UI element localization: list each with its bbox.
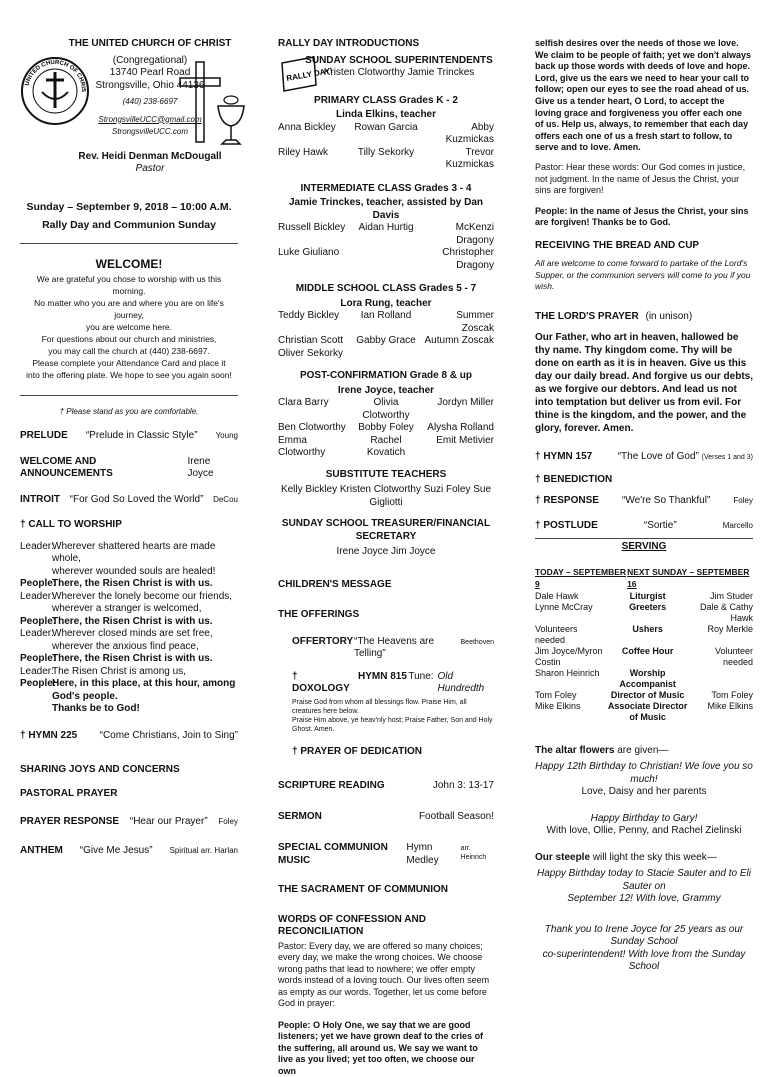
pastor-name: Rev. Heidi Denman McDougall (60, 151, 240, 164)
serving-today-name: Lynne McCray (535, 602, 608, 624)
primary-heading: PRIMARY CLASS Grades K - 2 (278, 95, 494, 108)
confession-pastor: Pastor: Every day, we are offered so many choices; every day, we make the wrong choices. We choose wrong paths that lead to nowhere; we offer empty words instead of a loving touch. Our lives often seem as empty as our words. Together, let us come before God in prayer: (278, 941, 494, 1010)
serving-next-name: Dale & Cathy Hawk (688, 602, 753, 624)
litany-line (20, 578, 238, 591)
hymn157-title: “The Love of God” (618, 451, 699, 462)
serving-today-name: Jim Joyce/Myron Costin (535, 646, 608, 668)
serving-role: Liturgist (608, 591, 688, 602)
litany-speaker: People: (20, 678, 52, 703)
serving-today-heading: TODAY – SEPTEMBER 9 (535, 566, 627, 591)
litany-line (20, 541, 238, 566)
student-name: Autumn Zoscak (422, 335, 494, 348)
litany (20, 541, 238, 716)
stand-note: † Please stand as you are comfortable. (20, 406, 238, 419)
postlude-composer: Marcello (723, 520, 753, 533)
litany-text: There, the Risen Christ is with us. (52, 653, 238, 666)
litany-speaker: Leader: (20, 628, 52, 641)
gary-line: Happy Birthday to Gary! (535, 813, 753, 826)
anthem-composer: Spiritual arr. Harlan (170, 845, 238, 858)
serving-today-name: Tom Foley (535, 690, 608, 701)
doxology-label: † DOXOLOGY (292, 671, 358, 696)
introit-composer: DeCou (213, 494, 238, 507)
litany-speaker (20, 703, 52, 716)
flowers-line: Love, Daisy and her parents (535, 786, 753, 799)
flowers-rest: are given— (614, 745, 668, 756)
flowers-line: Happy 12th Birthday to Christian! We love you so much! (535, 761, 753, 786)
litany-speaker: People: (20, 616, 52, 629)
litany-text: wherever wounded souls are healed! (52, 566, 238, 579)
hymn225-title: “Come Christians, Join to Sing” (100, 730, 238, 743)
student-name (422, 348, 494, 361)
dedication-label: † PRAYER OF DEDICATION (278, 746, 494, 759)
primary-teacher: Linda Elkins, teacher (278, 109, 494, 122)
special-music-title: Hymn Medley (406, 842, 460, 867)
litany-speaker: Leader: (20, 591, 52, 604)
student-name: Ian Rolland (350, 310, 422, 335)
serving-next-name: Tom Foley (688, 690, 753, 701)
lords-prayer-text: Our Father, who art in heaven, hallowed be thy name. Thy kingdom come. Thy will be done on earth as it is in heaven. Give us this day our daily bread. And forgive us our debts, as we forgive our debtors. And lead us not into temptation but deliver us from evil. For thine is the kingdom, and the power, and the glory, forever. Amen. (535, 331, 753, 435)
pastor-assurance: Pastor: Hear these words: Our God comes in justice, not judgment. In the name of Jesus the Christ, your sins are forgiven! (535, 162, 753, 197)
serving-next-name: Roy Merkle (688, 624, 753, 646)
post-confirmation-heading: POST-CONFIRMATION Grade 8 & up (278, 370, 494, 383)
litany-line (20, 653, 238, 666)
call-to-worship-label: † CALL TO WORSHIP (20, 519, 238, 532)
welcome-announcements-name: Irene Joyce (188, 456, 239, 481)
postlude-title: “Sortie” (644, 520, 677, 533)
special-music-label: SPECIAL COMMUNION MUSIC (278, 842, 406, 867)
substitutes-names: Kelly Bickley Kristen Clotworthy Suzi Foley Sue Gigliotti (278, 484, 494, 509)
steeple-rest: will light the sky this week— (590, 852, 717, 863)
receiving-note: All are welcome to come forward to partake of the Lord's Supper, or the communion servers will come to you if you wish. (535, 258, 753, 293)
student-name: Summer Zoscak (422, 310, 494, 335)
post-confirmation-teacher: Irene Joyce, teacher (278, 385, 494, 398)
student-name: Oliver Sekorky (278, 348, 350, 361)
student-name: Abby Kuzmickas (422, 122, 494, 147)
prayer-response-label: PRAYER RESPONSE (20, 816, 119, 829)
steeple-line: Happy Birthday today to Stacie Sauter and to Eli Sauter on (535, 868, 753, 893)
welcome-line: No matter who you are and where you are on life's journey, (20, 297, 238, 321)
student-name (350, 348, 422, 361)
prelude-composer: Young (216, 430, 238, 443)
student-name: Ben Clotworthy (278, 422, 350, 435)
student-name: Trevor Kuzmickas (422, 147, 494, 172)
student-name: Emit Metivier (422, 435, 494, 460)
receiving-label: RECEIVING THE BREAD AND CUP (535, 240, 753, 253)
litany-text: wherever the anxious find peace, (52, 641, 238, 654)
special-music-composer: arr. Heinrich (461, 844, 494, 862)
litany-line (20, 666, 238, 679)
sermon-title: Football Season! (419, 811, 494, 824)
sharing-label: SHARING JOYS AND CONCERNS (20, 764, 238, 777)
denomination: (Congregational) (60, 55, 240, 68)
student-name: Luke Giuliano (278, 247, 350, 272)
welcome-text (20, 273, 238, 381)
cross-chalice-illustration (178, 62, 253, 152)
student-name: Christopher Dragony (422, 247, 494, 272)
student-name: Bobby Foley (350, 422, 422, 435)
flowers-label: The altar flowers (535, 745, 614, 756)
steeple-label: Our steeple (535, 852, 590, 863)
welcome-line: you are welcome here. (20, 321, 238, 333)
serving-role: Greeters (608, 602, 688, 624)
street-address: 13740 Pearl Road (60, 67, 240, 80)
prelude-title: “Prelude in Classic Style” (86, 430, 198, 443)
student-name: Christian Scott (278, 335, 350, 348)
treasurer-names: Irene Joyce Jim Joyce (278, 546, 494, 559)
student-name: Alysha Rolland (422, 422, 494, 435)
response-label: † RESPONSE (535, 495, 599, 508)
litany-speaker (20, 566, 52, 579)
doxology-tune: Old Hundredth (438, 671, 494, 696)
student-name: Olivia Clotworthy (350, 397, 422, 422)
student-name: Gabby Grace (350, 335, 422, 348)
serving-role: Coffee Hour (608, 646, 688, 668)
church-phone: (440) 238-6697 (60, 96, 240, 109)
student-name: Clara Barry (278, 397, 350, 422)
litany-speaker: People: (20, 653, 52, 666)
serving-today-name: Sharon Heinrich (535, 668, 608, 690)
column-rally-and-communion (278, 38, 494, 1077)
prayer-response-composer: Foley (218, 816, 238, 829)
serving-role: Director of Music (608, 690, 688, 701)
litany-line (20, 591, 238, 604)
introit-title: “For God So Loved the World” (70, 494, 204, 507)
welcome-announcements-label: WELCOME AND ANNOUNCEMENTS (20, 456, 188, 481)
litany-text: wherever a stranger is welcomed, (52, 603, 238, 616)
student-name: McKenzi Dragony (422, 222, 494, 247)
treasurer-heading: SUNDAY SCHOOL TREASURER/FINANCIAL SECRETARY (278, 518, 494, 543)
student-name: Riley Hawk (278, 147, 350, 172)
litany-line (20, 628, 238, 641)
student-name: Jordyn Miller (422, 397, 494, 422)
serving-next-heading: NEXT SUNDAY – SEPTEMBER 16 (627, 566, 753, 591)
service-title: Rally Day and Communion Sunday (20, 219, 238, 232)
doxology-line: Praise Him above, ye heav'nly host; Praise Father, Son and Holy Ghost. Amen. (292, 716, 494, 734)
gary-line: With love, Ollie, Penny, and Rachel Zielinski (535, 825, 753, 838)
steeple-line: September 12! With love, Grammy (535, 893, 753, 906)
litany-line (20, 603, 238, 616)
student-name: Emma Clotworthy (278, 435, 350, 460)
offertory-composer: Beethoven (461, 638, 494, 647)
litany-speaker: People: (20, 578, 52, 591)
city-address: Strongsville, Ohio 44136 (60, 80, 240, 93)
doxology-line: Praise God from whom all blessings flow. Praise Him, all creatures here below. (292, 698, 494, 716)
confession-heading: WORDS OF CONFESSION AND RECONCILIATION (278, 914, 494, 939)
substitutes-heading: SUBSTITUTE TEACHERS (278, 469, 494, 482)
thanks-line: co-superintendent! With love from the Sunday School (535, 949, 753, 974)
student-name: Rachel Kovatich (350, 435, 422, 460)
primary-student-list (278, 122, 494, 172)
church-email[interactable]: StrongsvilleUCC@gmail.com (60, 114, 240, 127)
hymn225-label: † HYMN 225 (20, 730, 77, 743)
student-name: Teddy Bickley (278, 310, 350, 335)
welcome-title: WELCOME! (20, 258, 238, 271)
sermon-label: SERMON (278, 811, 322, 824)
column-communion-and-serving (535, 38, 753, 974)
litany-speaker: Leader: (20, 666, 52, 679)
serving-role: Worship Accompanist (608, 668, 688, 690)
thanks-line: Thank you to Irene Joyce for 25 years as our Sunday School (535, 924, 753, 949)
welcome-line: For questions about our church and ministries, (20, 333, 238, 345)
litany-speaker (20, 603, 52, 616)
post-confirmation-student-list (278, 397, 494, 460)
service-date: Sunday – September 9, 2018 – 10:00 A.M. (20, 201, 238, 214)
student-name: Russell Bickley (278, 222, 350, 247)
middle-teacher: Lora Rung, teacher (278, 298, 494, 311)
serving-next-name: Volunteer needed (688, 646, 753, 668)
litany-line (20, 641, 238, 654)
church-website[interactable]: StrongsvilleUCC.com (60, 126, 240, 139)
people-response: People: In the name of Jesus the Christ, your sins are forgiven! Thanks be to God. (535, 206, 753, 229)
introit-label: INTROIT (20, 494, 60, 507)
lords-prayer-note: (in unison) (645, 311, 692, 322)
superintendents-names: Kristen Clotworthy Jamie Trinckes (304, 67, 494, 80)
postlude-label: † POSTLUDE (535, 520, 598, 533)
intermediate-teacher: Jamie Trinckes, teacher, assisted by Dan Davis (278, 197, 494, 222)
scripture-ref: John 3: 13-17 (433, 780, 494, 793)
offertory-title: “The Heavens are Telling” (354, 636, 461, 661)
doxology-text (278, 698, 494, 734)
confession-continued: selfish desires over the needs of those we love. We claim to be people of faith; yet we don't always back up those words with deeds of love and hope. Lord, give us the ears we need to hear your call to follow; open our eyes to see the road ahead of us. Give us a tender heart, O Lord, to accept the loving grace and forgiveness you offer each one of us. Help us, always, to remember that each day offers each one of us a fresh start to follow, to serve and to love. Amen. (535, 38, 753, 154)
welcome-line: into the offering plate. We hope to see you again soon! (20, 369, 238, 381)
offerings-label: THE OFFERINGS (278, 609, 494, 622)
litany-speaker (20, 641, 52, 654)
rally-logo-text: RALLY DAY! (286, 65, 334, 82)
litany-text: Wherever closed minds are set free, (52, 628, 238, 641)
litany-line (20, 566, 238, 579)
hymn157-label: † HYMN 157 (535, 451, 592, 464)
welcome-line: Please complete your Attendance Card and place it (20, 357, 238, 369)
sacrament-label: THE SACRAMENT OF COMMUNION (278, 884, 494, 897)
litany-text: There, the Risen Christ is with us. (52, 578, 238, 591)
hymn157-note: (Verses 1 and 3) (702, 454, 753, 461)
pastor-title: Pastor (60, 163, 240, 176)
middle-heading: MIDDLE SCHOOL CLASS Grades 5 - 7 (278, 283, 494, 296)
serving-today-name: Mike Elkins (535, 701, 608, 723)
offertory-label: OFFERTORY (292, 636, 354, 649)
serving-next-name: Mike Elkins (688, 701, 753, 723)
response-title: “We're So Thankful” (622, 495, 710, 508)
rally-title: RALLY DAY INTRODUCTIONS (278, 38, 494, 51)
lords-prayer-label: THE LORD'S PRAYER (535, 311, 639, 322)
serving-next-name: Jim Studer (688, 591, 753, 602)
litany-line (20, 678, 238, 703)
litany-text: There, the Risen Christ is with us. (52, 616, 238, 629)
litany-text: Wherever shattered hearts are made whole, (52, 541, 238, 566)
litany-speaker: Leader: (20, 541, 52, 566)
seal-text: UNITED CHURCH OF CHRIS (20, 56, 86, 92)
litany-text: Wherever the lonely become our friends, (52, 591, 238, 604)
student-name: Rowan Garcia (350, 122, 422, 147)
intermediate-student-list (278, 222, 494, 272)
church-name: THE UNITED CHURCH OF CHRIST (60, 38, 240, 51)
anthem-title: “Give Me Jesus” (80, 845, 153, 858)
welcome-line: you may call the church at (440) 238-6697. (20, 345, 238, 357)
middle-student-list (278, 310, 494, 360)
litany-text: The Risen Christ is among us, (52, 666, 238, 679)
column-order-of-worship (20, 38, 238, 857)
litany-line (20, 616, 238, 629)
childrens-message-label: CHILDREN'S MESSAGE (278, 579, 494, 592)
doxology-tune-label: Tune: (408, 671, 433, 684)
superintendents-heading: SUNDAY SCHOOL SUPERINTENDENTS (304, 55, 494, 68)
serving-today-name: Volunteers needed (535, 624, 608, 646)
serving-today-name: Dale Hawk (535, 591, 608, 602)
litany-text: Thanks be to God! (52, 703, 238, 716)
student-name: Aidan Hurtig (350, 222, 422, 247)
pastoral-prayer-label: PASTORAL PRAYER (20, 788, 238, 801)
serving-table (535, 591, 753, 723)
scripture-label: SCRIPTURE READING (278, 780, 385, 793)
litany-text: Here, in this place, at this hour, among God's people. (52, 678, 238, 703)
response-composer: Foley (733, 495, 753, 508)
benediction-label: † BENEDICTION (535, 474, 753, 487)
litany-line (20, 703, 238, 716)
serving-title: SERVING (535, 541, 753, 554)
serving-role: Associate Director of Music (608, 701, 688, 723)
doxology-hymn: HYMN 815 (358, 671, 408, 684)
student-name (350, 247, 422, 272)
serving-role: Ushers (608, 624, 688, 646)
student-name: Tilly Sekorky (350, 147, 422, 172)
student-name: Anna Bickley (278, 122, 350, 147)
welcome-line: We are grateful you chose to worship with us this morning. (20, 273, 238, 297)
anthem-label: ANTHEM (20, 845, 63, 858)
prayer-response-title: “Hear our Prayer” (130, 816, 208, 829)
prelude-label: PRELUDE (20, 430, 68, 443)
confession-people: People: O Holy One, we say that we are good listeners; yet we have grown deaf to the cries of the suffering, all around us. We say we want to live as you lived; yet too often, we choose our own (278, 1020, 494, 1077)
serving-next-name (688, 668, 753, 690)
intermediate-heading: INTERMEDIATE CLASS Grades 3 - 4 (278, 183, 494, 196)
